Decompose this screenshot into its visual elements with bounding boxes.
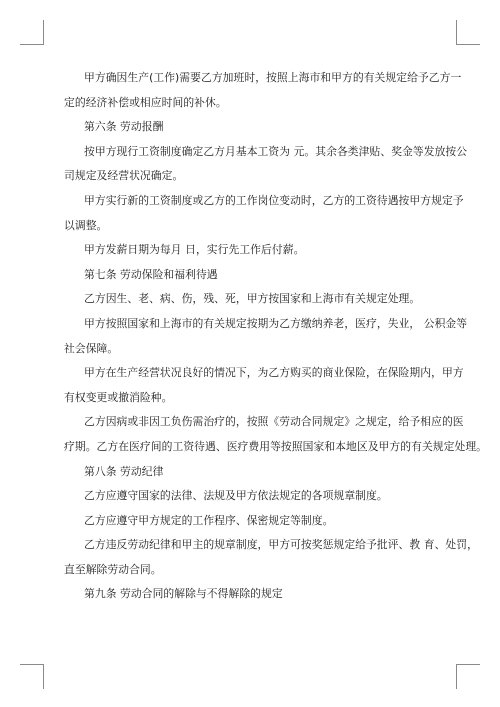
crop-mark-bottom-left <box>20 664 44 665</box>
text-line: 甲方在生产经营状况良好的情况下，为乙方购买的商业保险，在保险期内，甲方 <box>84 366 464 380</box>
text-line: 按甲方现行工资制度确定乙方月基本工资为 元。其余各类津贴、奖金等发放按公 <box>84 144 468 158</box>
document-body <box>64 66 488 607</box>
text-line: 直至解除劳动合同。 <box>64 562 162 576</box>
text-line: 定的经济补偿或相应时间的补休。 <box>64 95 227 109</box>
text-line: 以调整。 <box>64 218 108 232</box>
text-line: 疗期。乙方在医疗间的工资待遇、医疗费用等按照国家和本地区及甲方的有关规定处理。 <box>64 439 488 453</box>
crop-mark-top-left <box>20 44 44 45</box>
text-line: 乙方应遵守甲方规定的工作程序、保密规定等制度。 <box>84 513 334 527</box>
crop-mark-top-right <box>456 44 480 45</box>
text-line: 第七条 劳动保险和福利待遇 <box>84 267 218 281</box>
text-line: 甲方确因生产(工作)需要乙方加班时，按照上海市和甲方的有关规定给予乙方一 <box>84 71 462 84</box>
text-line: 乙方因生、老、病、伤，残、死，甲方按国家和上海市有关规定处理。 <box>84 292 421 306</box>
text-line: 社会保障。 <box>64 341 119 355</box>
text-line: 乙方因病或非因工负伤需治疗的，按照《劳动合同规定》之规定，给予相应的医 <box>84 415 464 429</box>
text-line: 甲方发薪日期为每月 日，实行先工作后付薪。 <box>84 243 305 257</box>
text-line: 甲方按照国家和上海市的有关规定按期为乙方缴纳养老，医疗，失业， 公积金等 <box>84 316 468 330</box>
text-line: 第九条 劳动合同的解除与不得解除的规定 <box>84 587 283 601</box>
text-line: 第八条 劳动纪律 <box>84 464 164 478</box>
text-line: 乙方应遵守国家的法律、法规及甲方依法规定的各项规章制度。 <box>84 489 388 503</box>
text-line: 司规定及经营状况确定。 <box>64 169 184 183</box>
crop-mark-top-right <box>456 20 457 45</box>
crop-mark-bottom-left <box>43 664 44 689</box>
text-line: 甲方实行新的工资制度或乙方的工作岗位变动时，乙方的工资待遇按甲方规定予 <box>84 193 464 207</box>
text-line: 第六条 劳动报酬 <box>84 120 164 134</box>
crop-mark-top-left <box>43 20 44 45</box>
text-line: 乙方违反劳动纪律和甲主的规章制度，甲方可按奖惩规定给予批评、教 育、处罚， <box>84 538 478 552</box>
text-line: 有权变更或撤消险种。 <box>64 390 173 404</box>
crop-mark-bottom-right <box>456 664 480 665</box>
crop-mark-bottom-right <box>456 664 457 689</box>
